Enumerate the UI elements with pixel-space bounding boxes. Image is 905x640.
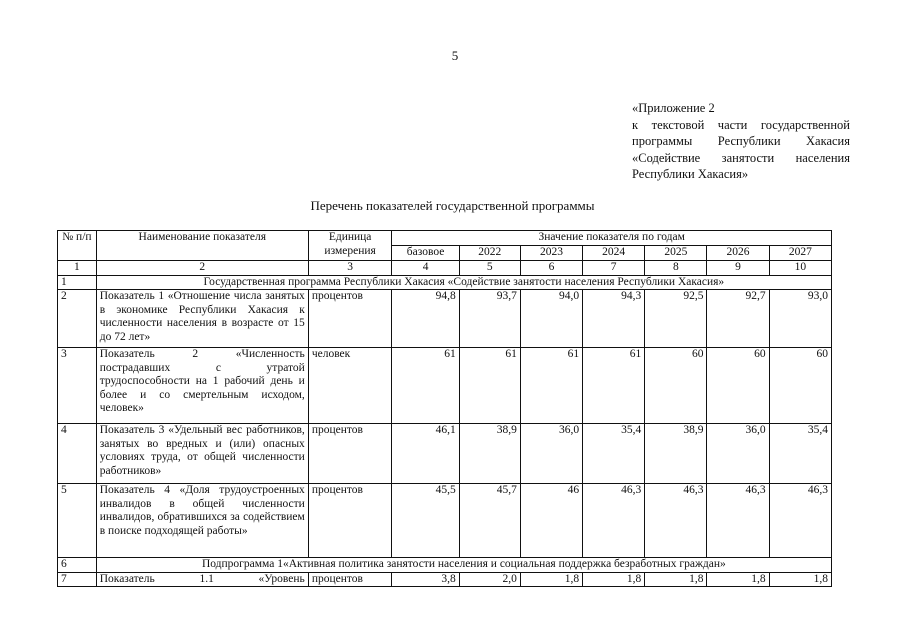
value-cell: 1,8 bbox=[769, 572, 831, 587]
indicator-unit: процентов bbox=[308, 290, 392, 348]
value-cell: 46,3 bbox=[583, 484, 645, 558]
value-cell: 46,3 bbox=[707, 484, 769, 558]
index-cell: 10 bbox=[769, 261, 831, 276]
col-header-year: 2023 bbox=[520, 246, 582, 261]
value-cell: 93,7 bbox=[459, 290, 520, 348]
indicator-name: Показатель 4 «Доля трудоустроенных инвалидов в общей численности инвалидов, обратившихся за содействием в поиске подходящей работы» bbox=[96, 484, 308, 558]
index-cell: 6 bbox=[520, 261, 582, 276]
value-cell: 38,9 bbox=[459, 424, 520, 484]
index-cell: 8 bbox=[645, 261, 707, 276]
header-row bbox=[58, 231, 832, 246]
col-header-values: Значение показателя по годам bbox=[392, 231, 832, 246]
value-cell: 61 bbox=[459, 348, 520, 424]
value-cell: 46,1 bbox=[392, 424, 459, 484]
index-cell: 3 bbox=[308, 261, 392, 276]
row-number: 2 bbox=[58, 290, 97, 348]
row-number: 4 bbox=[58, 424, 97, 484]
col-header-year: базовое bbox=[392, 246, 459, 261]
value-cell: 94,0 bbox=[520, 290, 582, 348]
indicator-name: Показатель 3 «Удельный вес работников, занятых во вредных и (или) опасных условиях труда, от общей численности работников» bbox=[96, 424, 308, 484]
row-number: 6 bbox=[58, 558, 97, 573]
col-header-year: 2024 bbox=[583, 246, 645, 261]
row-number: 5 bbox=[58, 484, 97, 558]
value-cell: 1,8 bbox=[645, 572, 707, 587]
value-cell: 3,8 bbox=[392, 572, 459, 587]
document-title: Перечень показателей государственной программы bbox=[310, 198, 595, 213]
value-cell: 92,5 bbox=[645, 290, 707, 348]
value-cell: 94,3 bbox=[583, 290, 645, 348]
indicator-name: Показатель 1.1 «Уровень bbox=[96, 572, 308, 587]
section-row bbox=[58, 558, 832, 573]
index-cell: 9 bbox=[707, 261, 769, 276]
value-cell: 94,8 bbox=[392, 290, 459, 348]
appendix-note bbox=[632, 100, 850, 183]
index-cell: 7 bbox=[583, 261, 645, 276]
row-number: 1 bbox=[58, 275, 97, 290]
index-cell: 4 bbox=[392, 261, 459, 276]
appendix-line: «Содействие занятости населения bbox=[632, 150, 850, 165]
section-row bbox=[58, 275, 832, 290]
value-cell: 61 bbox=[520, 348, 582, 424]
value-cell: 1,8 bbox=[583, 572, 645, 587]
value-cell: 45,5 bbox=[392, 484, 459, 558]
value-cell: 46,3 bbox=[769, 484, 831, 558]
indicators-table bbox=[57, 230, 832, 587]
value-cell: 1,8 bbox=[520, 572, 582, 587]
col-header-unit: Единица измерения bbox=[308, 231, 392, 261]
value-cell: 92,7 bbox=[707, 290, 769, 348]
value-cell: 2,0 bbox=[459, 572, 520, 587]
table-row bbox=[58, 572, 832, 587]
col-header-year: 2022 bbox=[459, 246, 520, 261]
col-header-year: 2027 bbox=[769, 246, 831, 261]
indicator-unit: процентов bbox=[308, 424, 392, 484]
index-cell: 5 bbox=[459, 261, 520, 276]
value-cell: 60 bbox=[769, 348, 831, 424]
value-cell: 35,4 bbox=[583, 424, 645, 484]
value-cell: 35,4 bbox=[769, 424, 831, 484]
value-cell: 1,8 bbox=[707, 572, 769, 587]
col-header-year: 2025 bbox=[645, 246, 707, 261]
value-cell: 36,0 bbox=[520, 424, 582, 484]
table-row bbox=[58, 484, 832, 558]
row-number: 3 bbox=[58, 348, 97, 424]
indicator-unit: процентов bbox=[308, 484, 392, 558]
index-row bbox=[58, 261, 832, 276]
index-cell: 1 bbox=[58, 261, 97, 276]
table-row bbox=[58, 290, 832, 348]
value-cell: 36,0 bbox=[707, 424, 769, 484]
value-cell: 46,3 bbox=[645, 484, 707, 558]
section-title: Подпрограмма 1«Активная политика занятости населения и социальная поддержка безработных граждан» bbox=[96, 558, 831, 573]
value-cell: 61 bbox=[583, 348, 645, 424]
page-number: 5 bbox=[451, 48, 459, 63]
value-cell: 61 bbox=[392, 348, 459, 424]
indicator-name: Показатель 1 «Отношение числа занятых в экономике Республики Хакасия к численности населения в возрасте от 15 до 72 лет» bbox=[96, 290, 308, 348]
appendix-line: к текстовой части государственной bbox=[632, 117, 850, 132]
section-title: Государственная программа Республики Хакасия «Содействие занятости населения Республики Хакасия» bbox=[96, 275, 831, 290]
appendix-line: Республики Хакасия» bbox=[632, 167, 749, 181]
value-cell: 38,9 bbox=[645, 424, 707, 484]
table-row bbox=[58, 348, 832, 424]
value-cell: 45,7 bbox=[459, 484, 520, 558]
row-number: 7 bbox=[58, 572, 97, 587]
col-header-year: 2026 bbox=[707, 246, 769, 261]
index-cell: 2 bbox=[96, 261, 308, 276]
indicator-unit: процентов bbox=[308, 572, 392, 587]
value-cell: 46 bbox=[520, 484, 582, 558]
value-cell: 93,0 bbox=[769, 290, 831, 348]
table-row bbox=[58, 424, 832, 484]
col-header-name: Наименование показателя bbox=[96, 231, 308, 261]
value-cell: 60 bbox=[645, 348, 707, 424]
appendix-line: «Приложение 2 bbox=[632, 101, 715, 115]
appendix-line: программы Республики Хакасия bbox=[632, 134, 850, 148]
indicator-unit: человек bbox=[308, 348, 392, 424]
indicator-name: Показатель 2 «Численность пострадавших с утратой трудоспособности на 1 рабочий день и более и со смертельным исходом, человек» bbox=[96, 348, 308, 424]
col-header-no: № п/п bbox=[58, 231, 97, 261]
value-cell: 60 bbox=[707, 348, 769, 424]
